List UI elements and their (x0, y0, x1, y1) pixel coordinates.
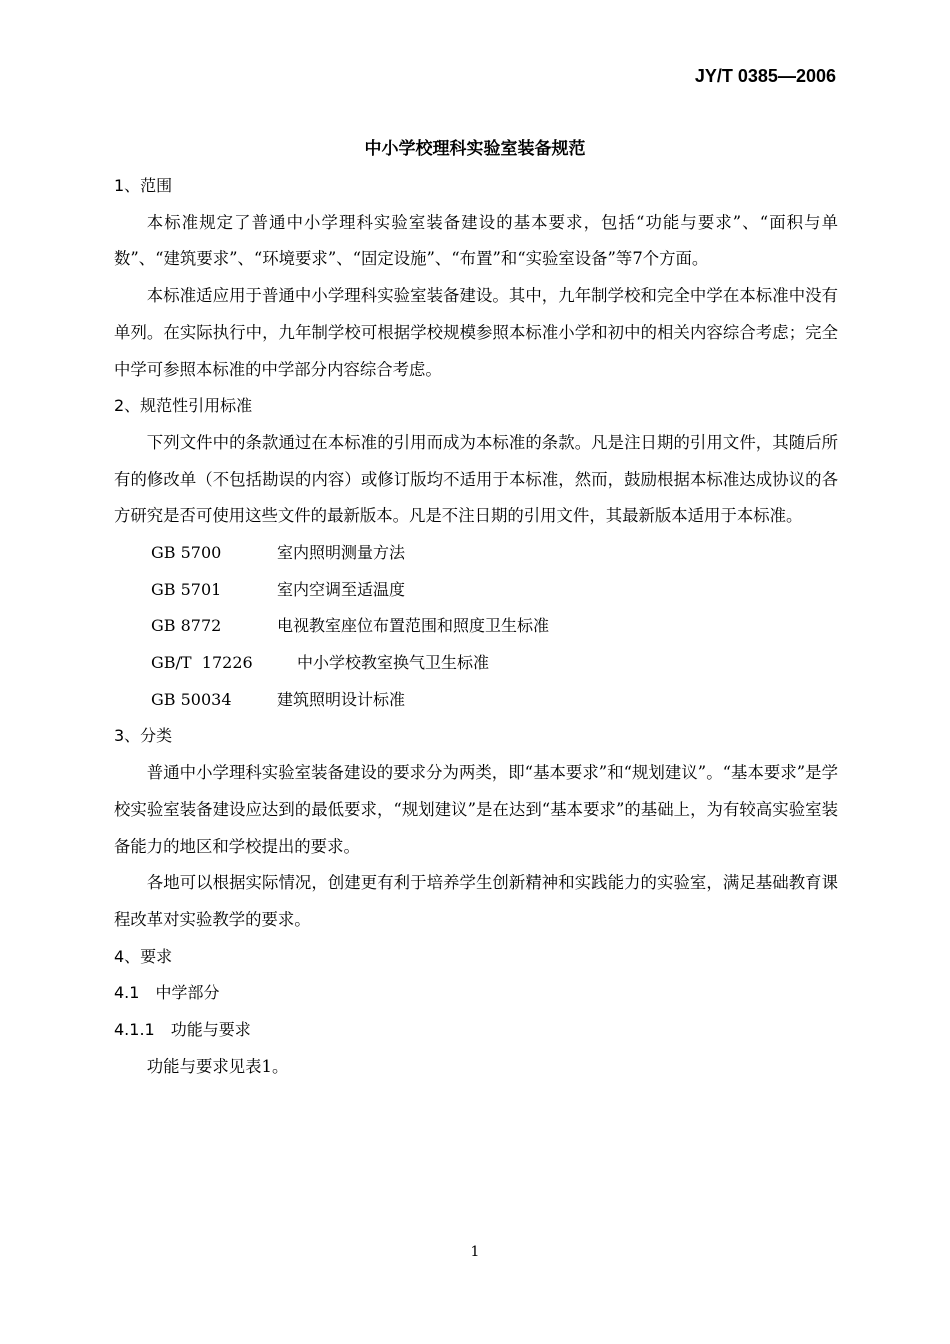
document-body (114, 168, 838, 1085)
scope-paragraph-2: 本标准适应用于普通中小学理科实验室装备建设。其中，九年制学校和完全中学在本标准中没有单列。在实际执行中，九年制学校可根据学校规模参照本标准小学和初中的相关内容综合考虑；完全中学可参照本标准的中学部分内容综合考虑。 (114, 286, 838, 379)
section-heading-classification: 3、分类 (114, 726, 173, 746)
reference-code: GB 50034 (151, 689, 232, 709)
scope-paragraph-1: 本标准规定了普通中小学理科实验室装备建设的基本要求，包括“功能与要求”、“面积与单数”、“建筑要求”、“环境要求”、“固定设施”、“布置”和“实验室设备”等7个方面。 (114, 212, 838, 269)
reference-item (114, 535, 838, 572)
subsection-heading-function: 4.1.1 功能与要求 (114, 1020, 251, 1040)
reference-code: GB 5700 (151, 543, 222, 562)
reference-name: 建筑照明设计标准 (277, 689, 406, 709)
reference-code: GB 5701 (151, 579, 222, 599)
classification-paragraph-1: 普通中小学理科实验室装备建设的要求分为两类，即“基本要求”和“规划建议”。“基本要求”是学校实验室装备建设应达到的最低要求，“规划建议”是在达到“基本要求”的基础上，为有较高实验室装备能力的地区和学校提出的要求。 (114, 763, 838, 856)
section-heading-requirements: 4、要求 (114, 946, 173, 966)
reference-item (114, 682, 838, 719)
reference-name: 中小学校教室换气卫生标准 (297, 653, 490, 673)
reference-item (114, 645, 838, 682)
reference-name: 电视教室座位布置范围和照度卫生标准 (277, 616, 550, 636)
reference-item (114, 572, 838, 609)
section-heading-scope: 1、范围 (114, 176, 173, 195)
reference-code: GB 8772 (151, 616, 222, 636)
reference-code: GB/T 17226 (151, 653, 253, 673)
reference-name: 室内照明测量方法 (277, 543, 406, 562)
subsection-heading-middle-school: 4.1 中学部分 (114, 983, 220, 1003)
standard-code: JY/T 0385—2006 (694, 66, 836, 86)
document-title: 中小学校理科实验室装备规范 (364, 139, 586, 159)
classification-paragraph-2: 各地可以根据实际情况，创建更有利于培养学生创新精神和实践能力的实验室，满足基础教育课程改革对实验教学的要求。 (114, 873, 838, 929)
section-heading-references: 2、规范性引用标准 (114, 396, 253, 416)
requirements-paragraph-1: 功能与要求见表1。 (146, 1056, 289, 1076)
page-number: 1 (470, 1244, 480, 1260)
reference-name: 室内空调至适温度 (277, 579, 406, 599)
reference-item (114, 608, 838, 645)
references-paragraph-1: 下列文件中的条款通过在本标准的引用而成为本标准的条款。凡是注日期的引用文件，其随后所有的修改单（不包括勘误的内容）或修订版均不适用于本标准，然而，鼓励根据本标准达成协议的各方研究是否可使用这些文件的最新版本。凡是不注日期的引用文件，其最新版本适用于本标准。 (114, 432, 838, 526)
